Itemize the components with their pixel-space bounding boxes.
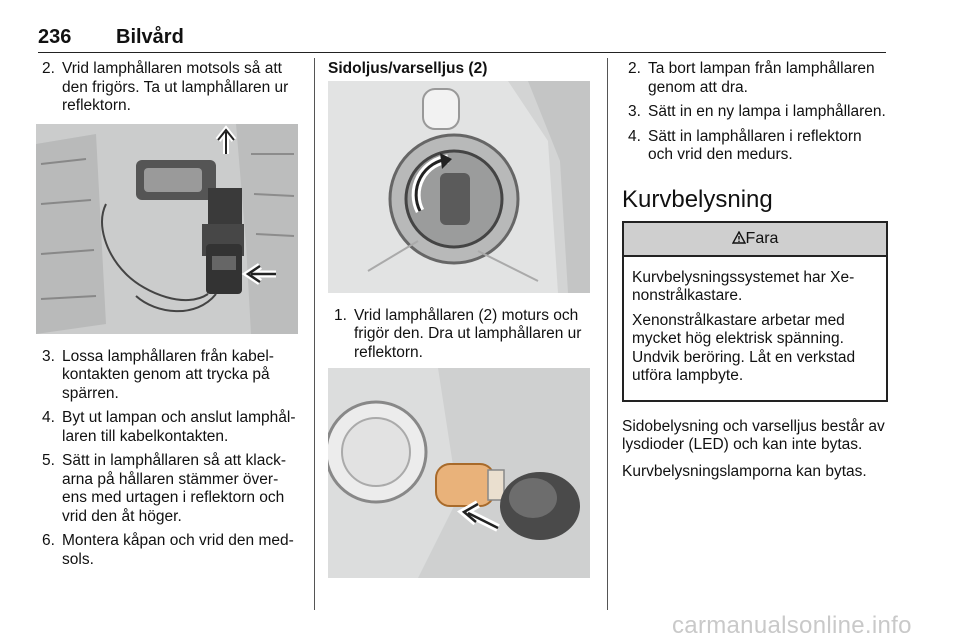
danger-warning-box <box>622 221 888 402</box>
step-text: Vrid lamphållaren motsols så att den frigörs. Ta ut lamphållaren ur reflektorn. <box>62 60 289 114</box>
warning-header <box>624 223 886 257</box>
warning-body <box>624 257 886 400</box>
list-item <box>328 307 594 363</box>
list-item <box>36 348 302 404</box>
list-item <box>36 532 302 569</box>
step-number: 3. <box>42 347 55 365</box>
list-item <box>622 128 888 165</box>
step-number: 2. <box>42 60 55 77</box>
lamp-holder-illustration <box>36 124 298 334</box>
body-paragraph: Kurvbelysningslamporna kan bytas. <box>622 462 867 480</box>
chapter-title: Bilvård <box>116 26 184 48</box>
page-header <box>38 26 886 53</box>
watermark: carmanualsonline.info <box>672 612 912 639</box>
body-paragraph: Sidobelysning och varselljus består av lysdioder (LED) och kan inte bytas. <box>622 417 885 453</box>
bulb-removal-illustration <box>328 368 590 578</box>
bulb-removal-drawing <box>328 368 590 578</box>
section-subheading: Sidoljus/varselljus (2) <box>328 60 488 77</box>
list-item <box>36 409 302 446</box>
column-divider <box>607 58 608 610</box>
step-text: Byt ut lampan och anslut lamphål-laren till kabelkontakten. <box>62 409 296 445</box>
lamp-holder-drawing <box>36 124 298 334</box>
step-text: Lossa lamphållaren från kabel-kontakten genom att trycka på spärren. <box>62 347 274 402</box>
steps-list <box>36 60 302 116</box>
step-number: 3. <box>628 103 641 120</box>
step-text: Sätt in lamphållaren i reflektorn och vrid den medurs. <box>648 127 862 163</box>
step-text: Montera kåpan och vrid den med-sols. <box>62 532 294 568</box>
step-number: 4. <box>42 409 55 426</box>
step-number: 2. <box>628 60 641 77</box>
step-text: Ta bort lampan från lamphållaren genom att dra. <box>648 60 875 96</box>
steps-list <box>328 307 594 363</box>
column-3 <box>622 60 888 489</box>
step-number: 4. <box>628 127 641 145</box>
section-heading: Kurvbelysning <box>622 185 773 213</box>
list-item <box>622 60 888 97</box>
list-item <box>36 452 302 526</box>
list-item <box>36 60 302 116</box>
step-text: Sätt in en ny lampa i lamphållaren. <box>648 103 886 120</box>
steps-list <box>622 60 888 165</box>
step-number: 5. <box>42 452 55 469</box>
step-number: 6. <box>42 532 55 549</box>
step-number: 1. <box>334 306 347 324</box>
step-text: Vrid lamphållaren (2) moturs och frigör den. Dra ut lamphållaren ur reflektorn. <box>354 306 582 361</box>
list-item <box>622 103 888 122</box>
page-number: 236 <box>38 26 72 48</box>
column-1 <box>36 60 302 575</box>
warning-paragraph: Kurvbelysningssystemet har Xe-nonstrålkastare. <box>632 268 855 304</box>
step-text: Sätt in lamphållaren så att klack-arna på hållaren stämmer över-ens med urtagen i reflektorn och vrid den åt höger. <box>62 452 286 525</box>
column-2 <box>328 60 594 578</box>
side-light-drawing <box>328 81 590 293</box>
column-divider <box>314 58 315 610</box>
side-light-illustration <box>328 81 590 293</box>
warning-paragraph: Xenonstrålkastare arbetar med mycket hög elektrisk spänning. Undvik beröring. Låt en verkstad utföra lampbyte. <box>632 311 856 384</box>
warning-triangle-icon <box>732 231 746 244</box>
warning-title: Fara <box>745 230 779 247</box>
steps-list <box>36 348 302 570</box>
